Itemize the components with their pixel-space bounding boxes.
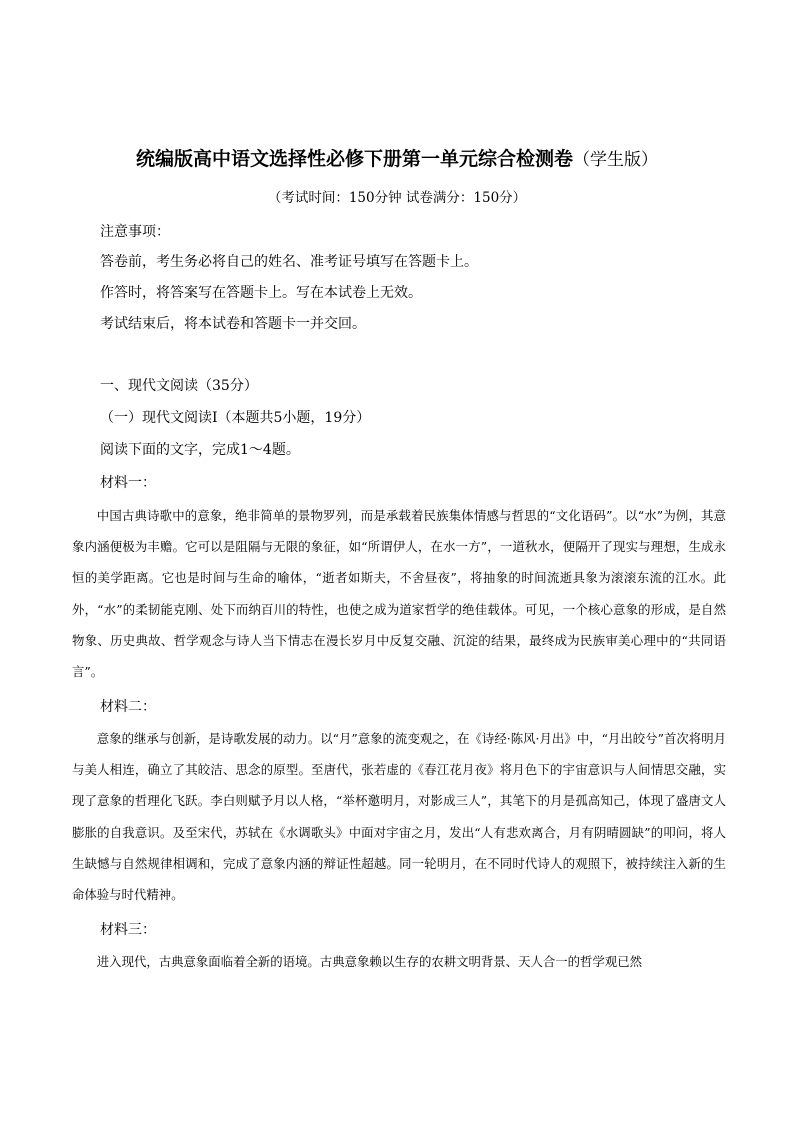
material-label-2: 材料二：: [100, 699, 156, 715]
notice-item-1: 答卷前，考生务必将自己的姓名、准考证号填写在答题卡上。: [100, 254, 478, 270]
section-instruction: 阅读下面的文字，完成1～4题。: [100, 442, 300, 458]
notice-item-3: 考试结束后，将本试卷和答题卡一并交回。: [100, 316, 366, 332]
material-text-2: 意象的继承与创新，是诗歌发展的动力。以“月”意象的流变观之，在《诗经·陈风·月出》中，“月出皎兮”首次将明月与美人相连，确立了其皎洁、思念的原型。至唐代，张若虚的《春江花月夜》将月色下的宇宙意识与人间情思交融，实现了意象的哲理化飞跃。李白则赋予月以人格，“举杯邀明月，对影成三人”，其笔下的月是孤高知己，体现了盛唐文人膨胀的自我意识。及至宋代，苏轼在《水调歌头》中面对宇宙之月，发出“人有悲欢离合，月有阴晴圆缺”的叩问，将人生缺憾与自然规律相调和，完成了意象内涵的辩证性超越。同一轮明月，在不同时代诗人的观照下，被持续注入新的生命体验与时代精神。: [72, 731, 726, 903]
material-text-3: 进入现代，古典意象面临着全新的语境。古典意象赖以生存的农耕文明背景、天人合一的哲学观已然: [96, 954, 642, 969]
exam-info: （考试时间：150分钟 试卷满分：150分）: [267, 190, 527, 206]
page-title: [0, 146, 794, 173]
title-main: 统编版高中语文选择性必修下册第一单元综合检测卷: [135, 148, 573, 170]
material-text-1: 中国古典诗歌中的意象，绝非简单的景物罗列，而是承载着民族集体情感与哲思的“文化语码”。以“水”为例，其意象内涵便极为丰赡。它可以是阻隔与无限的象征，如“所谓伊人，在水一方”，一道秋水，便隔开了现实与理想，生成永恒的美学距离。它也是时间与生命的喻体，“逝者如斯夫，不舍昼夜”，将抽象的时间流逝具象为滚滚东流的江水。此外，“水”的柔韧能克刚、处下而纳百川的特性，也使之成为道家哲学的绝佳载体。可见，一个核心意象的形成，是自然物象、历史典故、哲学观念与诗人当下情志在漫长岁月中反复交融、沉淀的结果，最终成为民族审美心理中的“共同语言”。: [72, 508, 726, 680]
notice-heading: 注意事项：: [100, 224, 170, 240]
title-suffix: （学生版）: [573, 150, 658, 170]
material-label-3: 材料三：: [100, 922, 156, 938]
material-label-1: 材料一：: [100, 475, 156, 491]
section-heading: 一、现代文阅读（35分）: [100, 378, 258, 394]
notice-item-2: 作答时，将答案写在答题卡上。写在本试卷上无效。: [100, 285, 422, 301]
section-sub-heading: （一）现代文阅读Ⅰ（本题共5小题，19分）: [100, 410, 371, 426]
